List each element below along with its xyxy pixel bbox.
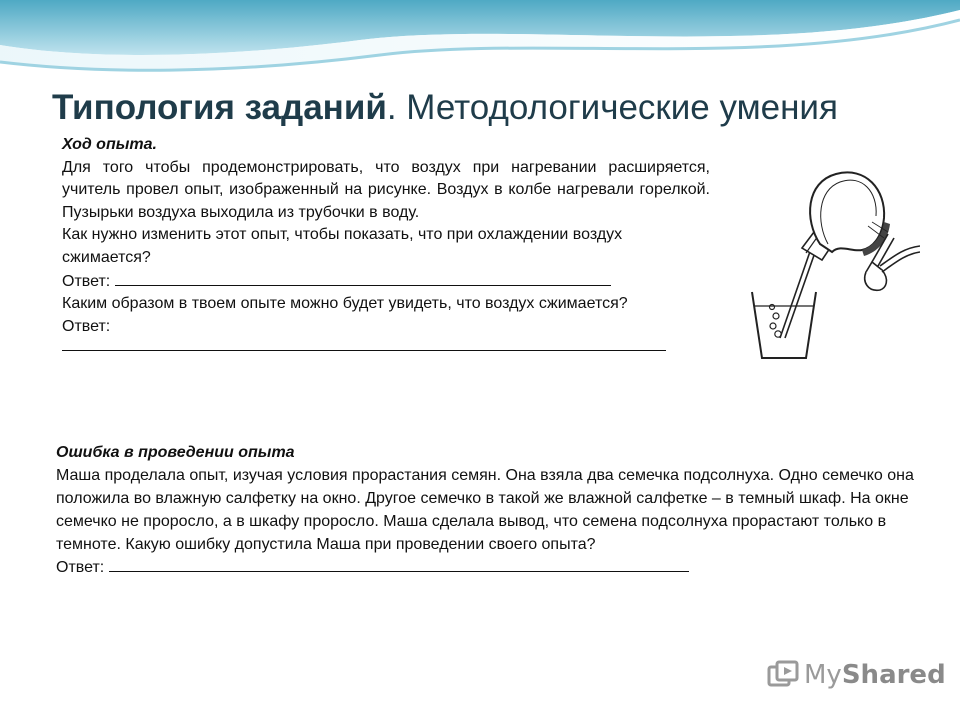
title-rest: . Методологические умения [386, 88, 838, 127]
title-bold: Типология заданий [52, 88, 387, 127]
task-experiment-block [62, 134, 712, 351]
answer-line[interactable] [115, 270, 611, 286]
watermark-brand-light: My [804, 660, 842, 690]
flask-experiment-illustration [744, 160, 920, 365]
answer-line[interactable] [62, 338, 666, 351]
answer-label: Ответ: [62, 272, 111, 290]
task1-description: Для того чтобы продемонстрировать, что воздух при нагревании расширяется, учитель провел опыт, изображенный на рисунке. Воздух в колбе нагревали горелкой. Пузырьки воздуха выходила из трубочки в воду. [62, 158, 710, 221]
myshared-watermark [766, 655, 946, 695]
answer-line[interactable] [109, 556, 689, 572]
task2-answer-row [56, 556, 916, 579]
watermark-text [804, 660, 946, 690]
watermark-brand-bold: Shared [841, 660, 946, 690]
myshared-logo-icon [766, 658, 800, 692]
task1-question1: Как нужно изменить этот опыт, чтобы показать, что при охлаждении воздух сжимается? [62, 226, 623, 266]
task2-description: Маша проделала опыт, изучая условия прорастания семян. Она взяла два семечка подсолнуха. Одно семечко она положила во влажную салфетку на окно. Другое семечко в такой же влажной салфетке – в темный шкаф. На окне семечко не проросло, а в шкафу проросло. Маша сделала вывод, что семена подсолнуха прорастают только в темноте. Какую ошибку допустила Маша при проведении своего опыта? [56, 467, 914, 553]
task1-question2: Каким образом в твоем опыте можно будет увидеть, что воздух сжимается? [62, 295, 628, 313]
task2-heading: Ошибка в проведении опыта [56, 444, 295, 461]
answer-label: Ответ: [62, 317, 111, 335]
answer-label: Ответ: [56, 559, 105, 576]
task1-answer1-row [62, 270, 712, 294]
page-title [52, 88, 838, 128]
task-error-block [56, 441, 916, 579]
task1-heading: Ход опыта. [62, 136, 157, 153]
